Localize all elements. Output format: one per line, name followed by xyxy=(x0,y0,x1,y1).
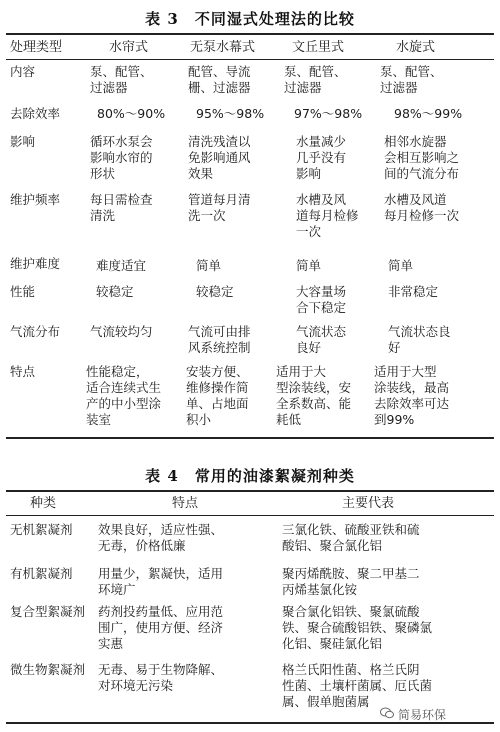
row-label: 有机絮凝剂 xyxy=(10,566,73,581)
cell: 聚合氯化铝铁、聚氯硫酸 铁、聚合硫酸铝铁、聚磷氯 化铝、聚硅氯化铝 xyxy=(282,604,433,651)
cell: 性能稳定， 适合连续式生 产的中小型涂 装室 xyxy=(86,364,162,427)
cell: 清洗残渣以 免影响通风 效果 xyxy=(188,134,251,181)
table3-header-rule xyxy=(6,59,494,60)
row-label: 气流分布 xyxy=(10,324,61,339)
table4-header-rule xyxy=(6,515,494,516)
row-label: 微生物絮凝剂 xyxy=(10,662,86,677)
cell: 非常稳定 xyxy=(388,284,439,299)
cell: 简单 xyxy=(388,258,414,273)
cell: 气流状态 良好 xyxy=(296,324,347,355)
cell: 适用于大 型涂装线，安 全系数高、能 耗低 xyxy=(276,364,352,427)
cell: 格兰氏阳性菌、格兰氏阴 性菌、土壤杆菌属、厄氏菌 属、假单胞菌属 xyxy=(282,662,433,709)
row-label: 维护难度 xyxy=(10,256,61,271)
cell: 80%～90% xyxy=(97,106,166,121)
row-label: 维护频率 xyxy=(10,192,61,207)
table4-top-rule xyxy=(6,490,494,492)
row-label: 去除效率 xyxy=(10,106,61,121)
table4-title: 表 4 常用的油漆絮凝剂种类 xyxy=(145,467,355,485)
cell: 简单 xyxy=(196,258,222,273)
table3-header-col2: 无泵水幕式 xyxy=(190,40,256,55)
cell: 适用于大型 涂装线，最高 去除效率可达 到99% xyxy=(374,364,450,427)
cell: 98%～99% xyxy=(394,106,463,121)
cell: 聚丙烯酰胺、聚二甲基二 丙烯基氯化铵 xyxy=(282,566,420,597)
cell: 三氯化铁、硫酸亚铁和硫 酸铝、聚合氯化铝 xyxy=(282,522,420,553)
cell: 安装方便、 维修操作简 单、占地面 积小 xyxy=(186,364,249,427)
cell: 泵、配管、 过滤器 xyxy=(90,64,153,95)
table4-header-type: 种类 xyxy=(30,496,57,511)
table4-header-features: 特点 xyxy=(172,496,199,511)
table4-header-examples: 主要代表 xyxy=(342,496,395,511)
cell: 配管、导流 栅、过滤器 xyxy=(188,64,251,95)
table3-header-type: 处理类型 xyxy=(10,40,63,55)
cell: 相邻水旋器 会相互影响之 间的气流分布 xyxy=(384,134,460,181)
row-label: 性能 xyxy=(10,284,36,299)
cell: 药剂投药量低、应用范 围广，使用方便、经济 实惠 xyxy=(98,604,224,651)
table3-header-col4: 水旋式 xyxy=(396,40,436,55)
row-label: 特点 xyxy=(10,364,36,379)
cell: 气流较均匀 xyxy=(90,324,153,339)
cell: 气流状态良 好 xyxy=(388,324,451,355)
watermark-text: 简易环保 xyxy=(398,708,447,722)
cell: 用量少，絮凝快，适用 环境广 xyxy=(98,566,224,597)
table3-header-col1: 水帘式 xyxy=(109,40,149,55)
row-label: 复合型絮凝剂 xyxy=(10,604,86,619)
cell: 简单 xyxy=(296,258,322,273)
cell: 较稳定 xyxy=(196,284,234,299)
cell: 气流可由排 风系统控制 xyxy=(188,324,251,355)
row-label: 影响 xyxy=(10,134,36,149)
cell: 效果良好，适应性强、 无毒，价格低廉 xyxy=(98,522,224,553)
table3-bottom-rule xyxy=(6,437,494,439)
table3-title: 表 3 不同湿式处理法的比较 xyxy=(145,10,355,28)
row-label: 内容 xyxy=(10,64,36,79)
cell: 水量减少 几乎没有 影响 xyxy=(296,134,347,181)
table3-top-rule xyxy=(6,33,494,35)
cell: 大容量场 合下稳定 xyxy=(296,284,347,315)
cell: 较稳定 xyxy=(96,284,134,299)
cell: 95%～98% xyxy=(196,106,265,121)
table3-header-col3: 文丘里式 xyxy=(292,40,345,55)
wechat-icon xyxy=(380,706,394,720)
cell: 循环水泵会 影响水帘的 形状 xyxy=(90,134,153,181)
cell: 每日需检查 清洗 xyxy=(90,192,153,223)
cell: 无毒、易于生物降解、 对环境无污染 xyxy=(98,662,224,693)
cell: 管道每月清 洗一次 xyxy=(188,192,251,223)
cell: 难度适宜 xyxy=(96,258,147,273)
cell: 97%～98% xyxy=(294,106,363,121)
cell: 水槽及风道 每月检修一次 xyxy=(384,192,460,223)
row-label: 无机絮凝剂 xyxy=(10,522,73,537)
cell: 泵、配管、 过滤器 xyxy=(380,64,443,95)
cell: 水槽及风 道每月检修 一次 xyxy=(296,192,359,239)
cell: 泵、配管、 过滤器 xyxy=(284,64,347,95)
